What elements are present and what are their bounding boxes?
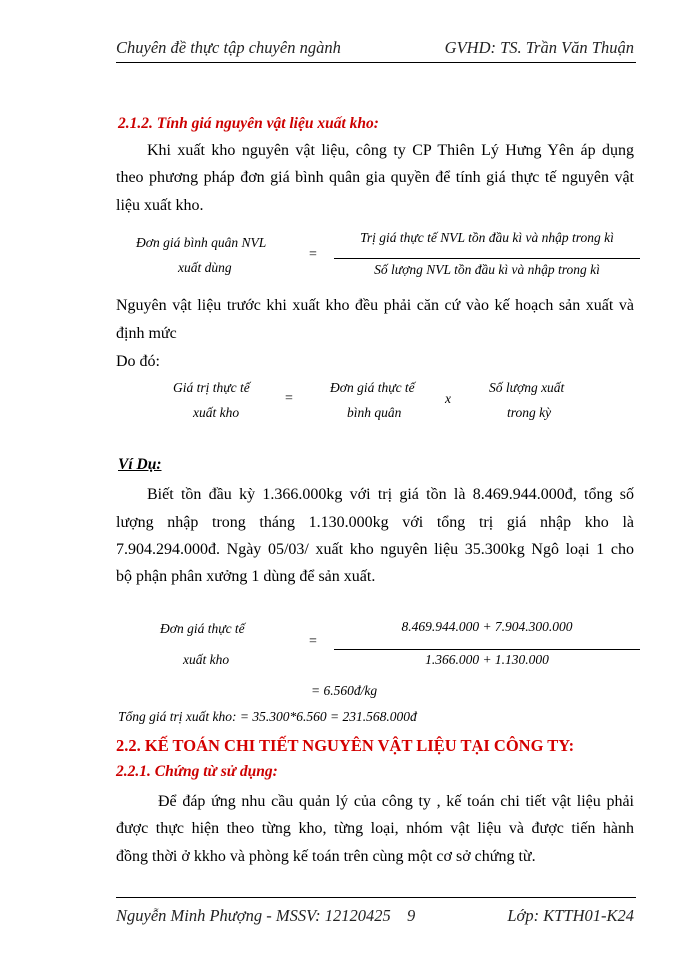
footer-page-number: 9: [407, 906, 416, 925]
formula2-a-line1: Giá trị thực tế: [173, 380, 250, 395]
paragraph-2-line-2: định mức: [116, 325, 177, 342]
formula3-numerator: 8.469.944.000 + 7.904.300.000: [401, 619, 573, 634]
formula3-denominator: 1.366.000 + 1.130.000: [425, 652, 549, 667]
formula2-b-line1: Đơn giá thực tế: [330, 380, 415, 395]
example-line-2: lượng nhập trong tháng 1.130.000kg với tổng trị giá nhập kho là: [116, 514, 634, 531]
formula3-equals: =: [309, 634, 317, 649]
formula2-a-line2: xuất kho: [193, 405, 240, 420]
do-do-label: Do đó:: [116, 353, 160, 370]
formula2-b-line2: bình quân: [347, 405, 402, 420]
section-22-heading: 2.2. KẾ TOÁN CHI TIẾT NGUYÊN VẬT LIỆU TẠI CÔNG TY:: [116, 736, 575, 755]
total-value-line: Tổng giá trị xuất kho: = 35.300*6.560 = 231.568.000đ: [118, 709, 417, 724]
footer-rule: [116, 897, 636, 898]
formula2-equals: =: [285, 391, 293, 406]
header-left: Chuyên đề thực tập chuyên ngành: [116, 38, 341, 57]
section-22-line-3: đồng thời ở kkho và phòng kế toán trên cùng một cơ sở chứng từ.: [116, 848, 536, 865]
footer-left: Nguyễn Minh Phượng - MSSV: 12120425: [116, 906, 391, 925]
section-221-heading: 2.2.1. Chứng từ sử dụng:: [116, 763, 278, 780]
formula1-denominator: Số lượng NVL tồn đầu kì và nhập trong kì: [374, 262, 600, 277]
section-22-line-1: Để đáp ứng nhu cầu quản lý của công ty , kế toán chi tiết vật liệu phải: [158, 793, 634, 810]
formula1-numerator: Trị giá thực tế NVL tồn đầu kì và nhập trong kì: [360, 230, 614, 245]
formula2-times: x: [445, 391, 451, 406]
paragraph-1-line-3: liệu xuất kho.: [116, 197, 204, 214]
header-rule: [116, 62, 636, 63]
section-212-heading: 2.1.2. Tính giá nguyên vật liệu xuất kho:: [118, 115, 379, 132]
example-heading: Ví Dụ:: [118, 456, 162, 473]
paragraph-1-line-2: theo phương pháp đơn giá bình quân gia quyền để tính giá thực tế nguyên vật: [116, 169, 634, 186]
paragraph-1-line-1: Khi xuất kho nguyên vật liệu, công ty CP Thiên Lý Hưng Yên áp dụng: [147, 142, 634, 159]
formula3-lhs-line1: Đơn giá thực tế: [160, 621, 245, 636]
formula1-lhs-line1: Đơn giá bình quân NVL: [136, 235, 267, 250]
formula1-fraction-bar: [334, 258, 640, 259]
example-line-3: 7.904.294.000đ. Ngày 05/03/ xuất kho nguyên liệu 35.300kg Ngô loại 1 cho: [116, 541, 634, 558]
header-right: GVHD: TS. Trần Văn Thuận: [444, 38, 634, 57]
formula1-lhs-line2: xuất dùng: [178, 260, 232, 275]
formula1-equals: =: [309, 247, 317, 262]
section-22-line-2: được thực hiện theo từng kho, từng loại, nhóm vật liệu và được tiến hành: [116, 820, 634, 837]
formula2-c-line2: trong kỳ: [507, 405, 552, 420]
footer-right: Lớp: KTTH01-K24: [507, 906, 634, 925]
formula3-result: = 6.560đ/kg: [311, 683, 378, 698]
formula2-c-line1: Số lượng xuất: [489, 380, 565, 395]
example-line-1: Biết tồn đầu kỳ 1.366.000kg với trị giá tồn là 8.469.944.000đ, tổng số: [147, 486, 634, 503]
formula3-fraction-bar: [334, 649, 640, 650]
example-line-4: bộ phận phân xưởng 1 dùng để sản xuất.: [116, 568, 376, 585]
formula3-lhs-line2: xuất kho: [183, 652, 230, 667]
paragraph-2-line-1: Nguyên vật liệu trước khi xuất kho đều phải căn cứ vào kế hoạch sản xuất và: [116, 297, 634, 314]
